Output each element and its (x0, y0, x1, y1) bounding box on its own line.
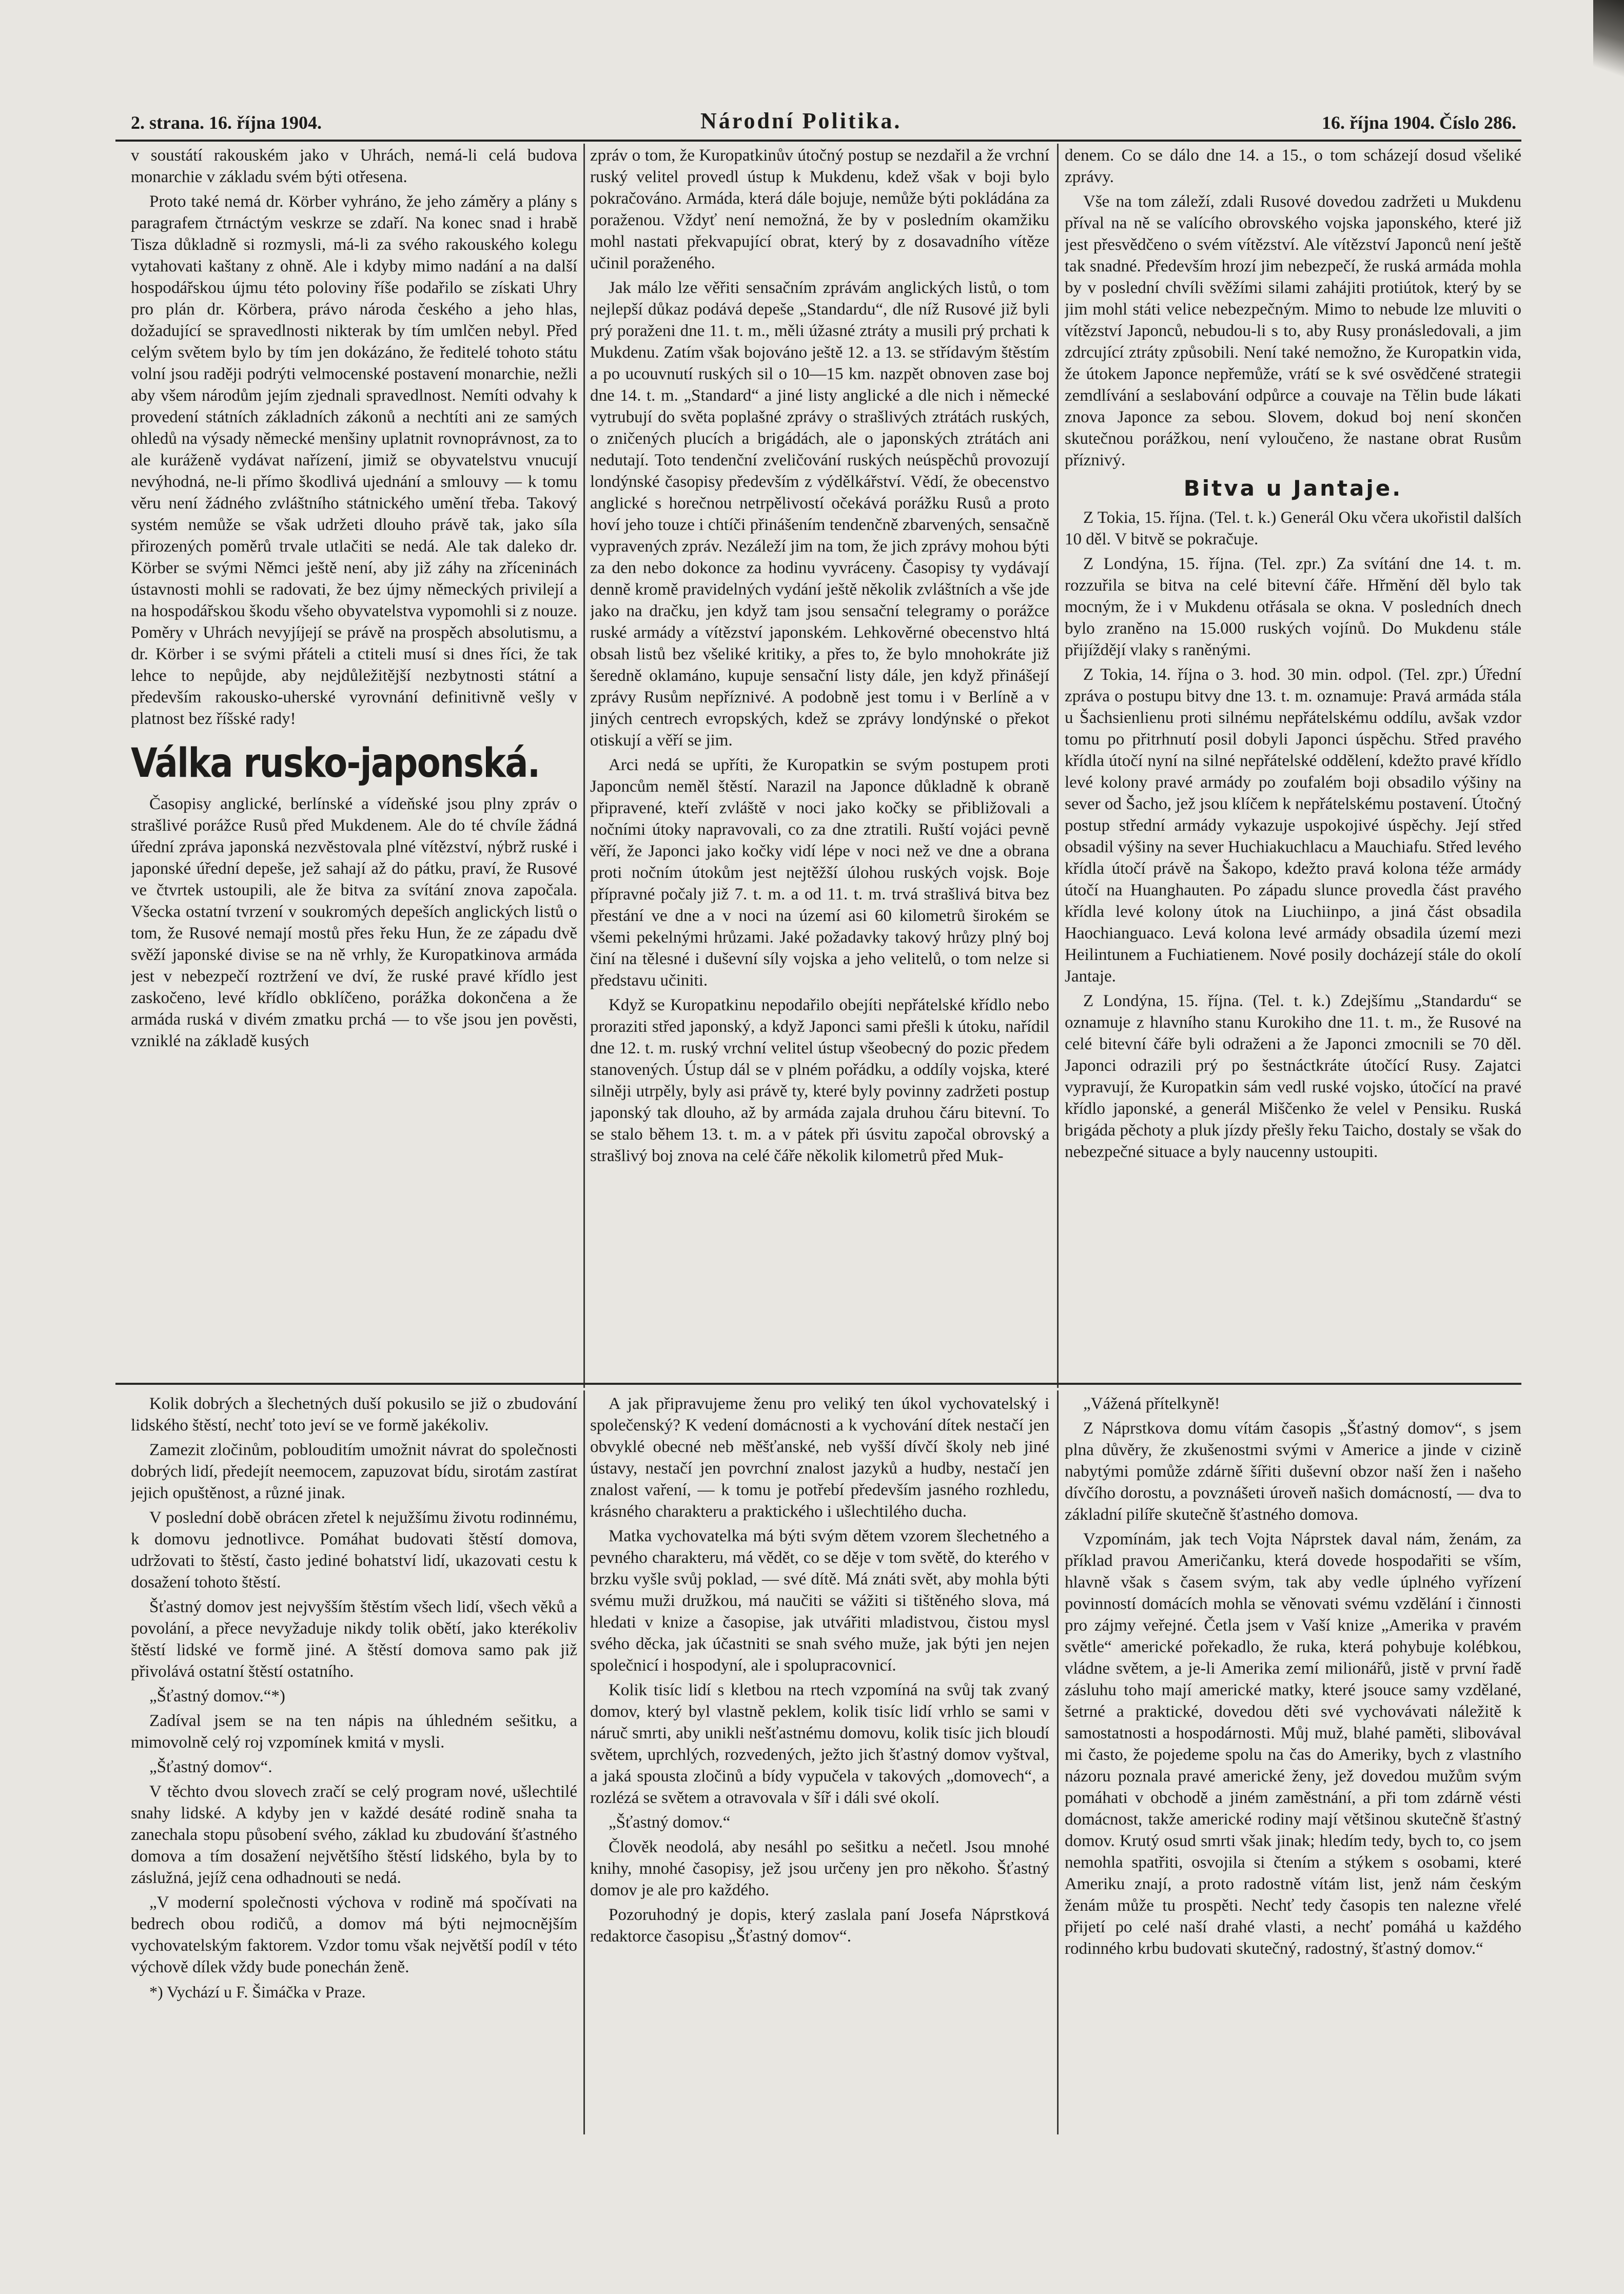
masthead-title: Národní Politika. (700, 108, 902, 133)
column-3-top (1065, 145, 1521, 1379)
letter-paragraph: Z Náprstkova domu vítám časopis „Šťastný domov“, s jsem plna důvěry, že zkušenostmi svými v Americe a jinde v cizině nabytými pomůže zdárně šířiti duševní obzor naší žen i našeho dívčího dorostu, a povznášeti úroveň našich domácností, — dva to základní pilíře skutečně šťastného domova. (1065, 1419, 1521, 1524)
header-left: 2. strana. 16. října 1904. (131, 112, 322, 133)
war-paragraph: denem. Co se dálo dne 14. a 15., o tom scházejí dosud všeliké zprávy. (1065, 146, 1521, 186)
war-headline: Válka rusko-japonská. (131, 740, 540, 787)
war-intro: Časopisy anglické, berlínské a vídeňské jsou plny zpráv o strašlivé porážce Rusů před Mukdenem. Ale do té chvíle žádná úřední zpráva japonská nezvěstovala plné vítězství, nýbrž ruské i japonské úřední depeše, jež sahají až do pátku, praví, že Rusové ve čtvrtek ustoupili, ale že bitva za svítání znova započala. Všecka ostatní tvrzení v soukromých depeších anglických listů o tom, že Rusové nemají mostů přes řeku Hun, že ze západu dvě svěží japonské divise se na ně vrhly, že Kuropatkinova armáda jest v nebezpečí roztržení ve dví, že ruské pravé křídlo jest zaskočeno, levé křídlo obklíčeno, porážka dokončena a že armáda ruská v divém zmatku prchá — to vše jsou jen pověsti, vzniklé na základě kusých (131, 795, 577, 1050)
feuilleton-paragraph: Matka vychovatelka má býti svým dětem vzorem šlechetného a pevného charakteru, má vědět, co se děje v tom světě, do kterého v brzku vyšle svůj poklad, — své dítě. Má znáti svět, aby mohla býti svému muži družkou, má naučiti se vážiti si tištěného slova, má hledati v knize a časopise, jak utvářiti mladistvou, čistou mysl svého děcka, jak účastniti se snah svého muže, jak býti jen nejen společnicí i hospodyní, ale i spolupracovnicí. (590, 1527, 1049, 1675)
feuilleton-paragraph: „Šťastný domov.“*) (149, 1687, 285, 1705)
article-paragraph: Proto také nemá dr. Körber vyhráno, že jeho záměry a plány s paragrafem čtrnáctým veskrze se zdaří. Na konec snad i hrabě Tisza důkladně si rozmysli, má-li za svého rakouského kolegu vytahovati kaštany z ohně. Ale i kdyby mimo nadání a na další hospodářskou újmu této poloviny říše podařilo se získati Uhry pro plán dr. Körbera, právo národa českého a jeho hlas, dožadující se spravedlnosti nikterak by tím umlčen nebyl. Před celým světem bylo by tím jen dokázáno, že ředitelé tohoto státu volní jsou raději podrýti velmocenské postavení monarchie, nežli aby všem národům jejím zjednali spravedlnost. Nemíti odvahy k provedení státních základních zákonů a nechtíti ani ze samých ohledů na výsady německé menšiny uplatnit rovnoprávnost, za to ale kuráženě vydávat nařízení, jimiž se obyvatelstvu vnucují nevýhodná, ne-li přímo škodlivá ujednání a smlouvy — k tomu věru není žádného zvláštního státnického umění třeba. Takový systém nemůže se však udržeti dlouho právě tak, jako síla přirozených poměrů trvale utlačiti se nedá. Ale tak daleko dr. Körber se svými Němci ještě není, aby již záhy na zříceninách ústavnosti mohli se radovati, že bez újmy německých privilejí a na hospodářskou škodu všeho obyvatelstva vypomohli si z nouze. Poměry v Uhrách nevyjíjejí se právě na prospěch absolutismu, a dr. Körber i se svými přáteli a ctiteli musí si dnes říci, že tak lehce to nepůjde, aby nejdůležitější nezbytnosti státní a především rakousko-uherské vyrovnání definitivně vešly v platnost bez říšské rady! (131, 192, 577, 728)
feuilleton-column-3 (1065, 1393, 1521, 2137)
war-paragraph: Vše na tom záleží, zdali Rusové dovedou zadržeti u Mukdenu příval na ně se valícího obrovského vojska japonského, které již jest přesvědčeno o svém vítězství. Ale vítězství Japonců není ještě tak snadné. Především hrozí jim nebezpečí, že ruská armáda mohla by v poslední chvíli svěžími silami zahájiti protiútok, který by se jim mohl státi velice nebezpečným. Mimo to nebude lze mluviti o vítězství Japonců, nebudou-li s to, aby Rusy pronásledovali, a jim zdrcující ztráty způsobili. Není také nemožno, že Kuropatkin vida, že útokem Japonce nepřemůže, vrátí se k své osvědčené strategii zemdlívání a seslabování odpůrce a couvaje na Tělin bude lákati znova Japonce za sebou. Slovem, dokud boj není skončen skutečnou porážkou, není vyloučeno, že nastane obrat Rusům příznivý. (1065, 192, 1521, 469)
letter-salutation: „Vážená přítelkyně! (1083, 1395, 1220, 1413)
feuilleton-paragraph: Člověk neodolá, aby nesáhl po sešitku a nečetl. Jsou mnohé knihy, mnohé časopisy, jež jsou určeny jen pro někoho. Šťastný domov je ale pro každého. (590, 1838, 1049, 1899)
column-rule-2 (1057, 144, 1059, 1388)
column-2-top (590, 145, 1049, 1379)
war-paragraph: Arci nedá se upříti, že Kuropatkin se svým postupem proti Japoncům neměl štěstí. Narazil na Japonce důkladně k obraně připravené, kteří zvláště v noci jako kočky se přibližovali a nočními útoky napravovali, co za dne ztratili. Ruští vojáci pevně věří, že Japonci jako kočky vidí lépe v noci než ve dne a obrana proti nočním útokům jest nejtěžší úlohou ruských vojsk. Boje přípravné počaly již 7. t. m. a od 11. t. m. trvá strašlivá bitva bez přestání ve dne a v noci na území asi 60 kilometrů širokém se všemi pekelnými hrůzami. Jaké požadavky takový hrůzy plný boj činí na tělesné i duševní síly vojska a jeho velitelů, o tom nelze si představu učiniti. (590, 756, 1049, 990)
column-rule-4 (1057, 1390, 1059, 2134)
page-fold-shadow (1593, 0, 1624, 92)
column-rule-1 (583, 144, 585, 1388)
feuilleton-paragraph: Kolik tisíc lidí s kletbou na rtech vzpomíná na svůj tak zvaný domov, který byl vlastně peklem, kolik tisíc lidí vrhlo se sami v náruč smrti, aby unikli nešťastnému domovu, kolik tisíc jich bloudí světem, uprchlých, rozvedených, ježto jich šťastný domov vyštval, a jaká spousta zločinů a bídy vypučela v takových „domovech“, a rozlézá se světem a otravovala v šíř i dáli své okolí. (590, 1681, 1049, 1807)
battle-heading: Bitva u Jantaje. (1183, 476, 1403, 501)
war-paragraph: Jak málo lze věřiti sensačním zprávám anglických listů, o tom nejlepší důkaz podává depeše „Standardu“, dle níž Rusové již byli prý poraženi dne 11. t. m., měli úžasné ztráty a musili prý prchati k Mukdenu. Zatím však bojováno ještě 12. a 13. se střídavým štěstím a po ucouvnutí ruských sil o 10—15 km. nazpět obnoven zase boj dne 14. t. m. „Standard“ a jiné listy anglické a dle nich i německé vytrubují do světa poplašné zprávy o strašlivých ztrátách ruských, o zničených plucích a brigádách, ale o japonských ztrátách ani nedutají. Toto tendenční zveličování ruských neúspěchů provozují londýnské časopisy především z výdělkářství. Vědí, že obecenstvo anglické s horečnou netrpělivostí očekává porážku Rusů a proto hoví jeho touze i chtíči přinášením tendenčně zbarvených, sensačně vypravených zpráv. Nezáleží jim na tom, že jich zprávy mohou býti za den nebo dokonce za hodinu vyvráceny. Časopisy ty vydávají denně kromě pravidelných vydání ještě několik zvláštních a vše jde jako na dračku, jen když tam jsou sensační telegramy o porážce ruské armády a vítězství japonském. Lehkověrné obecenstvo hltá obsah listů bez všeliké kritiky, a přes to, že bylo mnohokráte již šeredně oklamáno, kupuje sensační listy dále, jen když přinášejí zprávy Rusům nepříznivé. A podobně jest tomu i v Berlíně a v jiných centrech evropských, kdež se zprávy londýnské o překot otiskují a věří se jim. (590, 279, 1049, 750)
column-rule-3 (583, 1390, 585, 2134)
telegram-item: Z Tokia, 15. října. (Tel. t. k.) Generál Oku včera ukořistil dalších 10 děl. V bitvě se pokračuje. (1065, 508, 1521, 548)
header-right: 16. října 1904. Číslo 286. (1321, 112, 1516, 133)
feuilleton-paragraph: Kolik dobrých a šlechetných duší pokusilo se již o zbudování lidského štěstí, nechť toto jeví se ve formě jakékoliv. (131, 1395, 577, 1435)
telegram-item: Z Tokia, 14. října o 3. hod. 30 min. odpol. (Tel. zpr.) Úřední zpráva o postupu bitvy dne 13. t. m. oznamuje: Pravá armáda stála u Šachsienlienu proti silnému nepřátelskému oddílu, avšak vzdor tomu po přitrhnutí posil dobyli Japonci úspěchu. Střed pravého křídla útočí nyní na silné nepřátelské oddělení, kdežto pravé křídlo levé kolony pravé armády po zoufalém boji obsadilo výšiny na sever od Šacho, jež jsou klíčem k nepřátelskému postavení. Útočný postup střední armády vykazuje uspokojivé úspěchy. Její střed obsadil výšiny na sever Huchiakuchlacu a Mauchiafu. Střed levého křídla útočí právě na Šakopo, kdežto pravá kolona téže armády útočí na Huanghauten. Po západu slunce provedla část pravého křídla levé kolony útok na Liuchiinpo, a jiná část obsadila Haochianguaco. Levá kolona levé armády obsadila území mezi Heilintunem a Fuchiatienem. Nové posily docházejí stále do okolí Jantaje. (1065, 665, 1521, 986)
feuilleton-paragraph: Pozoruhodný je dopis, který zaslala paní Josefa Náprstková redaktorce časopisu „Šťastný domov“. (590, 1906, 1049, 1946)
feuilleton-paragraph: Šťastný domov jest nejvyšším štěstím všech lidí, všech věků a povolání, a přece nevyžaduje nikdy tolik obětí, jako kterékoliv štěstí lidské ve formě jiné. A štěstí domova samo pak již přivolává ostatní štěstí ostatního. (131, 1598, 577, 1681)
feuilleton-paragraph: V poslední době obrácen zřetel k nejužšímu životu rodinnému, k domovu jednotlivce. Pomáhat budovati štěstí domova, udržovati to štěstí, často jediné bohatství lidí, ukazovati cestu k dosažení tohoto štěstí. (131, 1508, 577, 1592)
feuilleton-paragraph: „Šťastný domov.“ (609, 1813, 731, 1832)
feuilleton-paragraph: A jak připravujeme ženu pro veliký ten úkol vychovatelský i společenský? K vedení domácnosti a k vychování dítek nestačí jen obvyklé obecné neb měšťanské, neb vyšší dívčí školy neb jiné ústavy, nestačí jen povrchní znalost jazyků a hudby, nestačí jen znalost vaření, — k tomu je potřebí především jasného rozhledu, krásného charakteru a praktického i ušlechtilého ducha. (590, 1395, 1049, 1521)
feuilleton-paragraph: Zamezit zločinům, poblouditím umožnit návrat do společnosti dobrých lidí, předejít neemocem, zapuzovat bídu, sirotám zastírat jejich opuštěnost, a různé jinak. (131, 1441, 577, 1502)
war-paragraph: Když se Kuropatkinu nepodařilo obejíti nepřátelské křídlo nebo proraziti střed japonský, a když Japonci sami přešli k útoku, nařídil dne 12. t. m. ruský vrchní velitel ústup všeobecný do pozic předem stanovených. Ústup dál se v plném pořádku, a oddíly vojska, které silněji utrpěly, byly asi právě ty, které byly povinny zadržeti postup japonský tak dlouho, až by armáda zajala druhou čáru bitevní. To se stalo během 13. t. m. a v pátek při úsvitu započal obrovský a strašlivý boj znova na celé čáře několik kilometrů před Muk- (590, 996, 1049, 1165)
feuilleton-rule (115, 1383, 1521, 1385)
article-paragraph: v soustátí rakouském jako v Uhrách, nemá-li celá budova monarchie v základu svém býti otřesena. (131, 146, 577, 186)
feuilleton-paragraph: „V moderní společnosti výchova v rodině má spočívati na bedrech obou rodičů, a domov má býti nejmocnějším vychovatelským faktorem. Vzdor tomu však největší podíl v této výchově dílek vždy bude ponechán ženě. (131, 1893, 577, 1976)
telegram-item: Z Londýna, 15. října. (Tel. t. k.) Zdejšímu „Standardu“ se oznamuje z hlavního stanu Kurokiho dne 11. t. m., že Rusové na celé bitevní čáře byli odraženi a že Japonci zmocnili se 70 děl. Japonci odrazili prý po šestnáctkráte útočící Rusy. Zajatci vypravují, že Kuropatkin sám vedl ruské vojsko, útočící na pravé křídlo japonské, a generál Miščenko že velel v Pensiku. Ruská brigáda pěchoty a pluk jízdy přešly řeku Taicho, dostaly se však do nebezpečné situace a byly naucenny ustoupiti. (1065, 992, 1521, 1161)
letter-paragraph: Vzpomínám, jak tech Vojta Náprstek daval nám, ženám, za příklad pravou Američanku, která dovede hospodařiti se vším, hlavně však s časem svým, tak aby vedle úplného vyřízení povinností domácích mohla se věnovati svému vzdělání i činnosti pro zájmy veřejné. Četla jsem v Vaší knize „Amerika v pravém světle“ americké pořekadlo, že ruka, která pohybuje kolébkou, vládne světem, a je-li Amerika zemí milionářů, jistě v první řadě zásluhu toho mají americké matky, které jsouce samy vzdělané, šetrné a praktické, dovedou děti své vychovávati náležitě k samostatnosti a hospodárnosti. Můj muž, blahé paměti, slibovával mi často, že pojedeme spolu na čas do Ameriky, bych z vlastního názoru poznala pravé americké ženy, jež dovedou mužům svým pomáhati v obchodě a jiném zaměstnání, a při tom zdárně vésti domácnost, takže americké rodiny mají většinou skutečně šťastný domov. Krutý osud smrti však jinak; hledím tedy, bych to, co jsem nemohla spatřiti, osvojila si čtením a stýkem s osobami, které Ameriku znají, a proto radostně vítám list, jenž nám českým ženám může tu prospěti. Nechť tedy časopis ten nalezne vřelé přijetí po celé naší drahé vlasti, a nechť pomáhá u každého rodinného krbu budovati skutečný, radostný, šťastný domov.“ (1065, 1530, 1521, 1958)
war-paragraph: zpráv o tom, že Kuropatkinův útočný postup se nezdařil a že vrchní ruský velitel provedl ústup k Mukdenu, kdež však v boji bylo pokračováno. Armáda, která dále bojuje, nemůže býti pokládána za poraženou. Vždyť není nemožná, že by v posledním okamžiku mohl nastati překvapující obrat, který by z dosavadního vítěze učinil poraženého. (590, 146, 1049, 272)
column-1-top (131, 145, 577, 1379)
telegram-item: Z Londýna, 15. října. (Tel. zpr.) Za svítání dne 14. t. m. rozzuřila se bitva na celé bitevní čáře. Hřmění děl bylo tak mocným, že i v Mukdenu otřásala se okna. V posledních dnech bylo zraněno na 15.000 ruských vojínů. Do Mukdenu stále přijíždějí vlaky s raněnými. (1065, 555, 1521, 659)
page-header (131, 108, 1516, 139)
feuilleton-column-1 (131, 1393, 577, 2137)
footnote: *) Vychází u F. Šimáčka v Praze. (149, 1983, 366, 2001)
header-rule (115, 140, 1521, 142)
feuilleton-paragraph: Zadíval jsem se na ten nápis na úhledném sešitku, a mimovolně celý roj vzpomínek kmitá v mysli. (131, 1712, 577, 1752)
feuilleton-paragraph: „Šťastný domov“. (149, 1758, 272, 1776)
feuilleton-column-2 (590, 1393, 1049, 2137)
feuilleton-paragraph: V těchto dvou slovech zračí se celý program nové, ušlechtilé snahy lidské. A kdyby jen v každé desáté rodině snaha ta zanechala stopu působení svého, základ ku zbudování šťastného domova a tím dosažení největšího štěstí lidského, byla by to záslužná, jejíž cena odhadnouti se nedá. (131, 1782, 577, 1887)
